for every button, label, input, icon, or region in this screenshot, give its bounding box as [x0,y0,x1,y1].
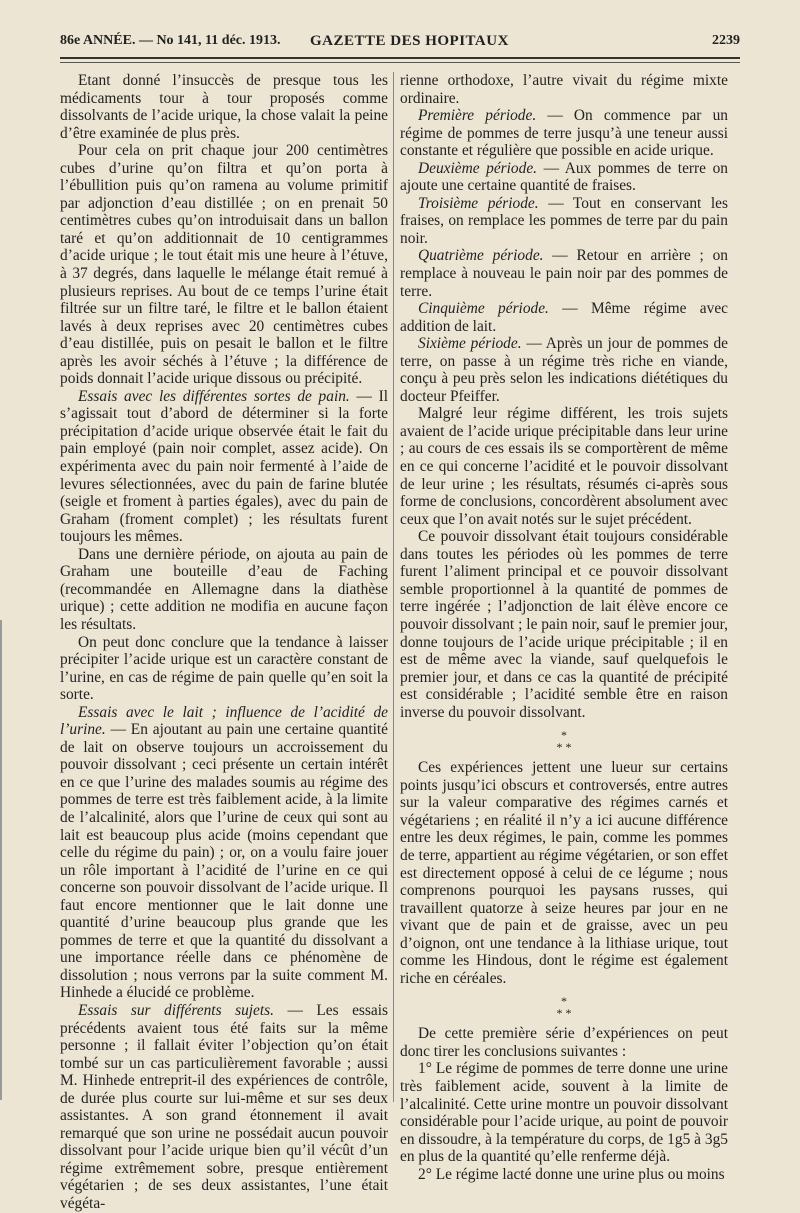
right-column-section-1 [400,72,728,721]
separator-top: * [561,728,567,743]
paragraph [400,528,728,721]
section-heading: Sixième période. [418,335,522,353]
right-column-section-3 [400,1025,728,1183]
column-divider [393,72,394,1102]
paragraph-text: 2° Le régime lacté donne une urine plus ou moins [418,1165,725,1183]
paragraph [400,300,728,335]
paragraph [400,1025,728,1060]
paragraph-text: Ces expériences jettent une lueur sur certains points jusqu’ici obscurs et controversés, entre autres sur la valeur comparative des régimes carnés et végétariens ; en réalité il n’y a ici aucune différence entre les deux régimes, le pain, comme les pommes de terre, appartient au régime végétarien, or son effet est directement opposé à celui de ce légume ; nous comprenons pourquoi les paysans russes, qui travaillent quatorze à seize heures par jour en ne vivant que de pain et de graisse, avec un peu d’oignon, ont une tendance à la lithiase urique, tout comme les Hindous, dont le régime est également riche en céréales. [400,759,728,987]
paragraph-text: — Aux pommes de terre on ajoute une certaine quantité de fraises. [400,159,728,195]
paragraph [60,704,388,1002]
header-rule [60,57,740,59]
paragraph-text: Ce pouvoir dissolvant était toujours considérable dans toutes les périodes où les pommes de terre furent l’aliment principal et ce pouvoir dissolvant semble proportionnel à la quantité de pommes de terre ingérée ; l’adjonction de lait élève encore ce pouvoir dissolvant ; le pain noir, sauf le premier jour, donne toujours de l’acide urique précipitable ; il en est de même avec la viande, sauf quelquefois le premier jour, et dans ce cas la quantité de précipité est considérable ; l’acidité semble être en raison inverse du pouvoir dissolvant. [400,528,728,721]
paragraph [400,72,728,107]
separator-bottom: * * [556,1006,572,1021]
section-heading: Première période. [418,107,537,125]
issue-info: 86e ANNÉE. — No 141, 11 déc. 1913. [60,33,281,48]
paragraph [400,195,728,248]
paragraph [400,160,728,195]
paragraph [60,388,388,546]
paragraph [400,405,728,528]
paragraph [400,107,728,160]
paragraph-text: On peut donc conclure que la tendance à laisser précipiter l’acide urique est un caractère constant de l’urine, en cas de régime de pain quelle qu’en soit la sorte. [60,633,388,704]
right-column-section-2 [400,759,728,987]
paragraph-text: Pour cela on prit chaque jour 200 centimètres cubes d’urine qu’on filtra et qu’on porta à l’ébullition puis qu’on ramena au volume primitif par adjonction d’eau distillée ; on en prenait 50 centimètres cubes qu’on introduisait dans un ballon taré et qu’on additionnait de 10 centigrammes d’acide urique ; le tout était mis une heure à l’étuve, à 37 degrés, dans laquelle le mélange était remué à plusieurs reprises. Au bout de ce temps l’urine était filtrée sur un filtre taré, le filtre et le ballon étaient lavés à deux reprises avec 20 centimètres cubes d’eau distillée, puis on pesait le ballon et le filtre après les avoir séchés à l’étuve ; la différence de poids donnait l’acide urique dissous ou précipité. [60,142,388,388]
section-separator-1 [400,729,728,753]
paragraph-text: Dans une dernière période, on ajouta au pain de Graham une bouteille d’eau de Faching (recommandée en Allemagne dans la diathèse urique) ; cette addition ne modifia en aucune façon les résultats. [60,545,388,633]
journal-title: GAZETTE DES HOPITAUX [310,33,509,49]
paragraph [400,335,728,405]
paragraph-text: — Retour en arrière ; on remplace à nouveau le pain noir par des pommes de terre. [400,247,728,300]
section-heading: Quatrième période. [418,247,544,265]
paragraph-text: — Il s’agissait tout d’abord de déterminer si la forte précipitation d’acide urique observée était le fait du pain employé (pain noir complet, assez acide). On expérimenta avec du pain noir fermenté à l’aide de levures sélectionnées, avec du pain de farine blutée (seigle et froment à parties égales), avec du pain de Graham (froment complet) ; les résultats furent toujours les mêmes. [60,387,388,546]
section-heading: Troisième période. [418,194,539,212]
left-column [60,72,388,1213]
paragraph-text: rienne orthodoxe, l’autre vivait du régime mixte ordinaire. [400,72,728,107]
page-header [60,33,740,55]
paragraph-text: — Tout en conservant les fraises, on remplace les pommes de terre par du pain noir. [400,194,728,247]
paragraph-text: — Les essais précédents avaient tous été faits sur la même personne ; il fallait éviter l’objection qu’on était tombé sur un cas particulièrement favorable ; aussi M. Hinhede entreprit-il des expériences de contrôle, de durée plus courte sur lui-même et sur ses deux assistantes. A son grand étonnement il avait remarqué que son urine ne possédait aucun pouvoir dissolvant pour l’acide urique bien qu’il vécût d’un régime extrêmement sobre, presque entièrement végétarien ; de ses deux assistantes, l’une était végéta- [60,1001,388,1212]
paragraph-text: — En ajoutant au pain une certaine quantité de lait on observe toujours un accroissement du pouvoir dissolvant ; ceci présente un certain intérêt en ce que l’urine des malades soumis au régime des pommes de terre est très faiblement acide, à la limite de l’alcalinité, alors que l’urine de ceux qui sont au lait est beaucoup plus acide (moins cependant que celle du régime du pain) ; or, on a voulu faire jouer un rôle important à l’acidité de l’urine en ce qui concerne son pouvoir dissolvant de l’acide urique. Il faut encore mentionner que le lait donne une quantité d’urine beaucoup plus grande que les pommes de terre et que la quantité du dissolvant a une importance réelle dans ce phénomène de dissolution ; nous verrons par la suite comment M. Hinhede a élucidé ce problème. [60,721,388,1002]
paragraph-text: Malgré leur régime différent, les trois sujets avaient de l’acide urique précipitable dans leur urine ; au cours de ces essais ils se comportèrent de même en ce qui concerne l’acidité et le pouvoir dissolvant de leur urine ; les résultats, résumés ci-après sous forme de conclusions, concordèrent absolument avec ceux que l’on avait notés sur le sujet précédent. [400,405,728,528]
paragraph [400,1060,728,1165]
page-edge-mark [0,620,2,1100]
section-heading: Cinquième période. [418,300,549,318]
paragraph [60,1002,388,1213]
paragraph-text: Etant donné l’insuccès de presque tous les médicaments tour à tour proposés comme dissolvants de l’acide urique, la chose valait la peine d’être examinée de plus près. [60,72,388,142]
section-separator-2 [400,995,728,1019]
paragraph-text: — Après un jour de pommes de terre, on passe à un régime très riche en viande, conçu à peu près selon les indications diététiques du docteur Pfeiffer. [400,335,728,405]
section-heading: Essais sur différents sujets. [78,1001,274,1019]
paragraph [60,546,388,634]
paragraph [400,247,728,300]
section-heading: Deuxième période. [418,159,537,177]
right-column [400,72,728,1183]
section-heading: Essais avec les différentes sortes de pain. [78,387,350,405]
paragraph [400,759,728,987]
separator-top: * [561,994,567,1009]
paragraph-text: 1° Le régime de pommes de terre donne une urine très faiblement acide, souvent à la limite de l’alcalinité. Cette urine montre un pouvoir dissolvant considérable pour l’acide urique, au point de pouvoir en dissoudre, à la température du corps, de 1g5 à 3g5 en plus de la quantité qu’elle renferme déjà. [400,1060,728,1166]
page-number: 2239 [712,33,740,48]
paragraph-text: — Même régime avec addition de lait. [400,300,728,335]
paragraph [400,1166,728,1184]
paragraph [60,634,388,704]
paragraph-text: De cette première série d’expériences on peut donc tirer les conclusions suivantes : [400,1025,728,1060]
paragraph-text: — On commence par un régime de pommes de terre jusqu’à une teneur aussi constante et régulière que possible en acide urique. [400,107,728,160]
header-rule-thin [60,62,740,63]
paragraph [60,72,388,142]
separator-bottom: * * [556,740,572,755]
section-heading: Essais avec le lait ; influence de l’acidité de l’urine. [60,703,388,739]
paragraph [60,142,388,388]
